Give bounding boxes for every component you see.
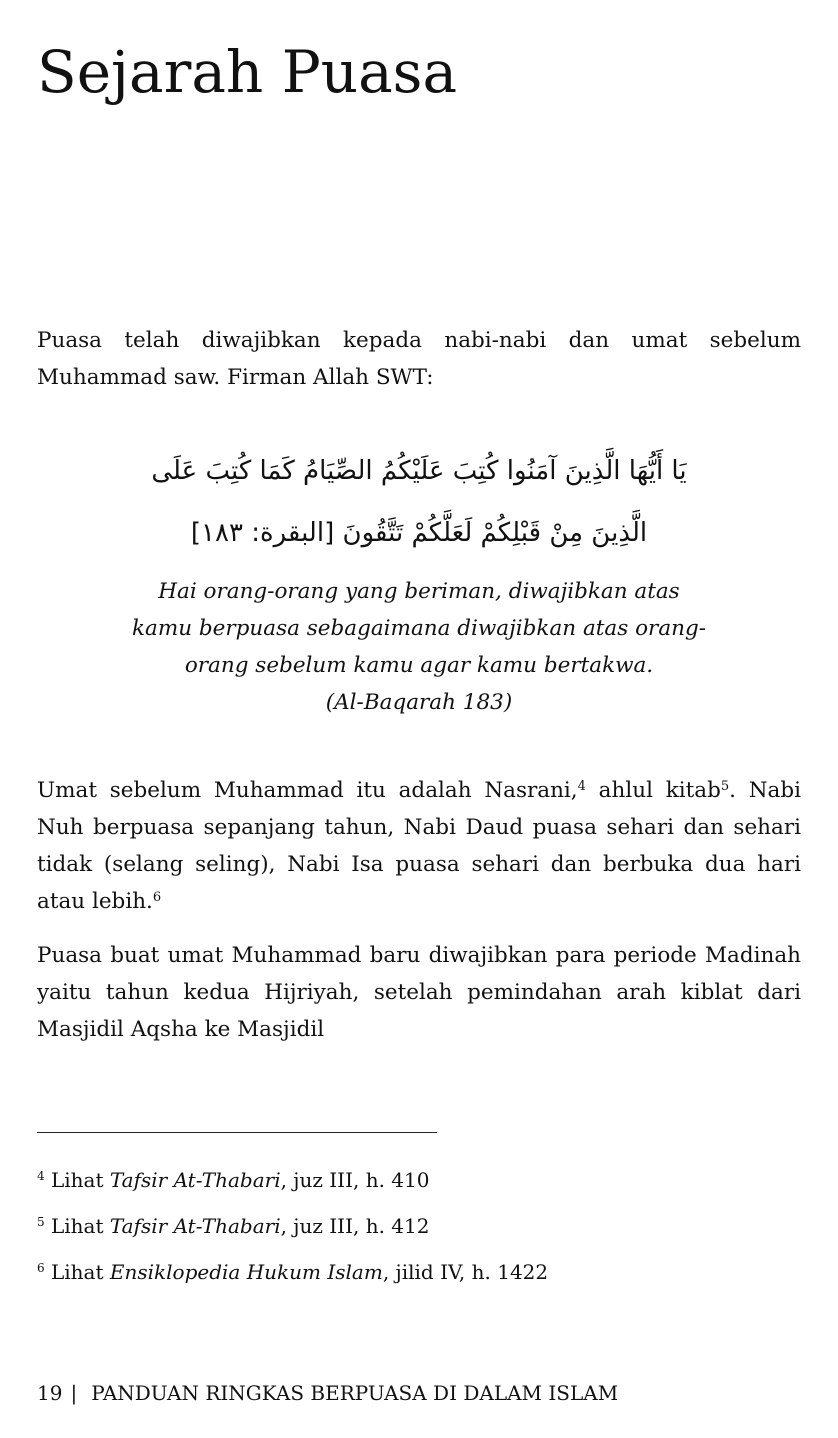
footnote-source-title: Tafsir At-Thabari [109, 1214, 281, 1238]
footnote-prefix: Lihat [51, 1214, 110, 1238]
verse-reference: (Al-Baqarah 183) [325, 690, 513, 715]
footer-separator: | [70, 1381, 78, 1405]
footnote-item [37, 1254, 801, 1290]
footnote-source-title: Tafsir At-Thabari [109, 1168, 281, 1192]
translation-line-1: Hai orang-orang yang beriman, diwajibkan atas [158, 579, 680, 604]
page-title: Sejarah Puasa [37, 38, 458, 106]
translation-line-2: kamu berpuasa sebagaimana diwajibkan atas orang- [131, 616, 707, 641]
page-footer [37, 1375, 618, 1411]
arabic-line-1: يَا أَيُّهَا الَّذِينَ آمَنُوا كُتِبَ عَلَيْكُمُ الصِّيَامُ كَمَا كُتِبَ عَلَى [151, 456, 687, 486]
footnote-number: 6 [37, 1261, 45, 1275]
body-paragraph-1 [37, 772, 801, 920]
body-paragraph-2: Puasa buat umat Muhammad baru diwajibkan para periode Madinah yaitu tahun kedua Hijriyah, setelah pemindahan arah kiblat dari Masjidil Aqsha ke Masjidil [37, 943, 801, 1042]
arabic-line-2: الَّذِينَ مِنْ قَبْلِكُمْ لَعَلَّكُمْ تَتَّقُونَ [البقرة: ١٨٣] [190, 518, 648, 548]
para1-text-3: . Nabi Nuh berpuasa sepanjang tahun, Nabi Daud puasa sehari dan sehari tidak (selang seling), Nabi Isa puasa sehari dan berbuka dua hari atau lebih. [37, 778, 801, 914]
footnote-prefix: Lihat [51, 1168, 110, 1192]
footnote-detail: , juz III, h. 412 [280, 1214, 430, 1238]
translation-line-3: orang sebelum kamu agar kamu bertakwa. [184, 653, 654, 678]
intro-paragraph: Puasa telah diwajibkan kepada nabi-nabi dan umat sebelum Muhammad saw. Firman Allah SWT: [37, 328, 801, 390]
footnote-item [37, 1208, 801, 1244]
footnotes-list [37, 1162, 801, 1300]
footnote-number: 5 [37, 1215, 45, 1229]
page-number: 19 [37, 1381, 63, 1405]
footnote-detail: , juz III, h. 410 [280, 1168, 430, 1192]
book-title: PANDUAN RINGKAS BERPUASA DI DALAM ISLAM [91, 1381, 619, 1405]
quran-verse-arabic [37, 440, 801, 564]
footnote-ref-5[interactable]: 5 [720, 779, 730, 794]
footnote-source-title: Ensiklopedia Hukum Islam [109, 1260, 383, 1284]
para1-text-2: ahlul kitab [585, 778, 721, 803]
verse-translation [60, 573, 778, 721]
footnote-item [37, 1162, 801, 1198]
footnote-divider [37, 1132, 437, 1133]
para1-text-1: Umat sebelum Muhammad itu adalah Nasrani, [37, 778, 578, 803]
footnote-prefix: Lihat [51, 1260, 110, 1284]
footnote-detail: , jilid IV, h. 1422 [382, 1260, 549, 1284]
footnote-number: 4 [37, 1169, 45, 1183]
footnote-ref-4[interactable]: 4 [577, 779, 586, 794]
footnote-ref-6[interactable]: 6 [152, 890, 162, 905]
